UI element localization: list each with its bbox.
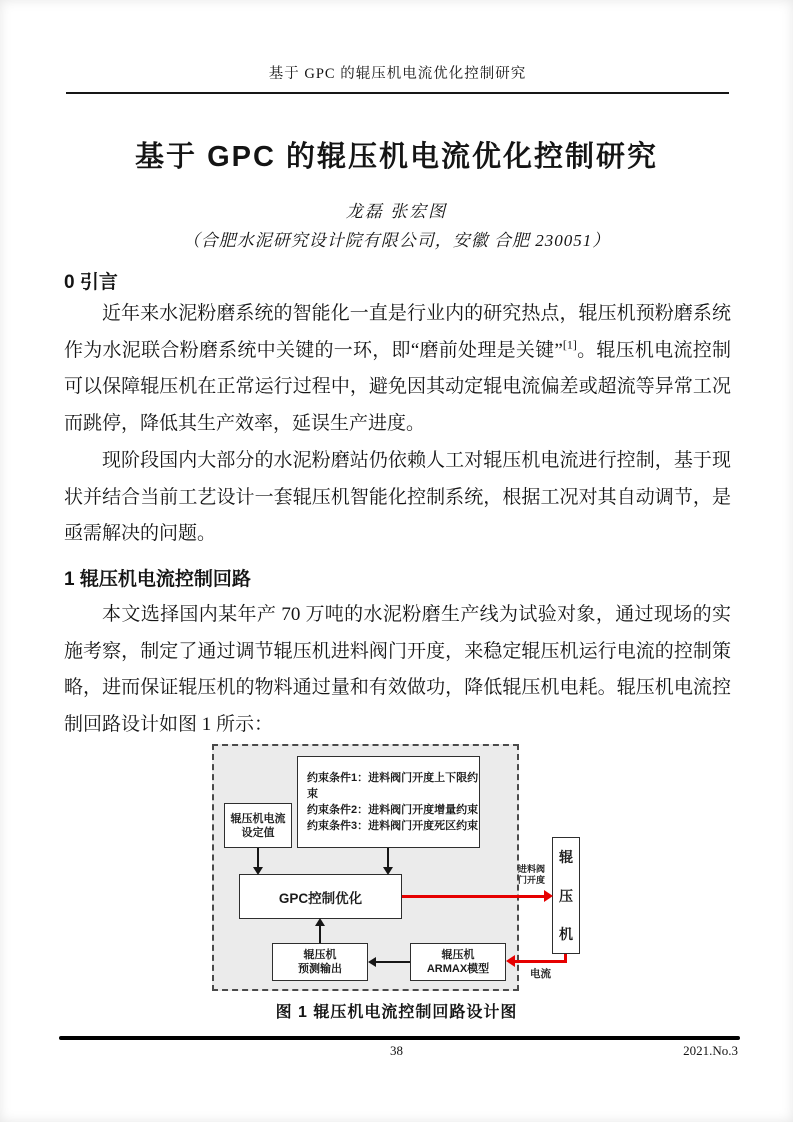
arrow-setpoint-to-gpc — [257, 848, 259, 868]
armax-line-1: 辊压机 — [441, 949, 475, 961]
armax-model-box — [410, 943, 506, 981]
valve-label-line-2: 门开度 — [518, 875, 546, 885]
arrow-predict-to-gpc — [319, 926, 321, 943]
constraints-box — [297, 756, 480, 848]
paragraph-text: 近年来水泥粉磨系统的智能化一直是行业内的研究热点，辊压机预粉磨系统作为水泥联合粉磨系统中关键的一环，即“磨前处理是关键” — [64, 303, 731, 361]
page-number: 38 — [390, 1043, 403, 1058]
valve-opening-label — [518, 864, 562, 886]
arrow-armax-to-predict — [376, 961, 410, 963]
paragraph-intro-1 — [64, 296, 731, 442]
figure-caption: 图 1 辊压机电流控制回路设计图 — [275, 1004, 518, 1021]
predict-line-1: 辊压机 — [303, 949, 337, 961]
paragraph-loop-1: 本文选择国内某年产 70 万吨的水泥粉磨生产线为试验对象，通过现场的实施考察，制定了通过调节辊压机进料阀门开度，来稳定辊压机运行电流的控制策略，进而保证辊压机的物料通过量和有效做功，降低辊压机电耗。辊压机电流控制回路设计如图 1 所示： — [64, 604, 731, 735]
gpc-optimization-box — [239, 874, 402, 919]
current-setpoint-box — [224, 803, 292, 848]
section-heading-loop: 1 辊压机电流控制回路 — [64, 569, 251, 590]
setpoint-line-2: 设定值 — [241, 826, 275, 839]
arrow-constraints-to-gpc — [387, 848, 389, 868]
section-heading-intro: 0 引言 — [64, 272, 118, 293]
roller-char-2: 压 — [559, 887, 573, 904]
arrowhead-left-red-icon — [506, 955, 515, 967]
arrow-roller-to-armax — [514, 960, 567, 963]
affiliation: （合肥水泥研究设计院有限公司，安徽 合肥 230051） — [182, 231, 611, 250]
arrow-gpc-to-roller — [402, 895, 545, 898]
roller-char-3: 机 — [559, 926, 573, 942]
constraint-line-1: 约束条件1：进料阀门开度上下限约束 — [307, 772, 479, 800]
arrowhead-right-red-icon — [544, 890, 553, 902]
roller-press-box — [552, 837, 580, 954]
setpoint-line-1: 辊压机电流 — [230, 812, 286, 825]
running-header — [66, 62, 729, 94]
running-title: 基于 GPC 的辊压机电流优化控制研究 — [268, 66, 527, 82]
footer-rule — [59, 1036, 740, 1040]
predicted-output-box — [272, 943, 368, 981]
roller-char-1: 辊 — [559, 849, 573, 865]
constraint-line-2: 约束条件2：进料阀门开度增量约束 — [307, 804, 479, 816]
issue-label: 2021.No.3 — [683, 1043, 738, 1058]
paper-title: 基于 GPC 的辊压机电流优化控制研究 — [135, 141, 658, 173]
armax-line-2: ARMAX模型 — [426, 963, 490, 975]
current-label: 电流 — [530, 968, 551, 980]
predict-line-2: 预测输出 — [298, 963, 342, 975]
gpc-label: GPC控制优化 — [278, 890, 363, 906]
valve-label-line-1: 进料阀 — [518, 864, 546, 874]
authors: 龙磊 张宏图 — [345, 202, 448, 221]
arrowhead-up-icon — [315, 918, 325, 926]
paragraph-text: 。辊压机电流控制可以保障辊压机在正常运行过程中，避免因其动定辊电流偏差或超流等异常工况而跳停，降低其生产效率，延误生产进度。 — [64, 339, 731, 434]
paragraph-intro-2: 现阶段国内大部分的水泥粉磨站仍依赖人工对辊压机电流进行控制，基于现状并结合当前工艺设计一套辊压机智能化控制系统，根据工况对其自动调节，是亟需解决的问题。 — [64, 450, 731, 545]
arrowhead-down-icon — [253, 867, 263, 875]
constraint-line-3: 约束条件3：进料阀门开度死区约束 — [307, 820, 479, 832]
arrowhead-left-icon — [368, 957, 376, 967]
citation-ref-1: [1] — [562, 337, 577, 352]
arrowhead-down-icon — [383, 867, 393, 875]
figure-1-control-loop-diagram — [212, 744, 592, 996]
